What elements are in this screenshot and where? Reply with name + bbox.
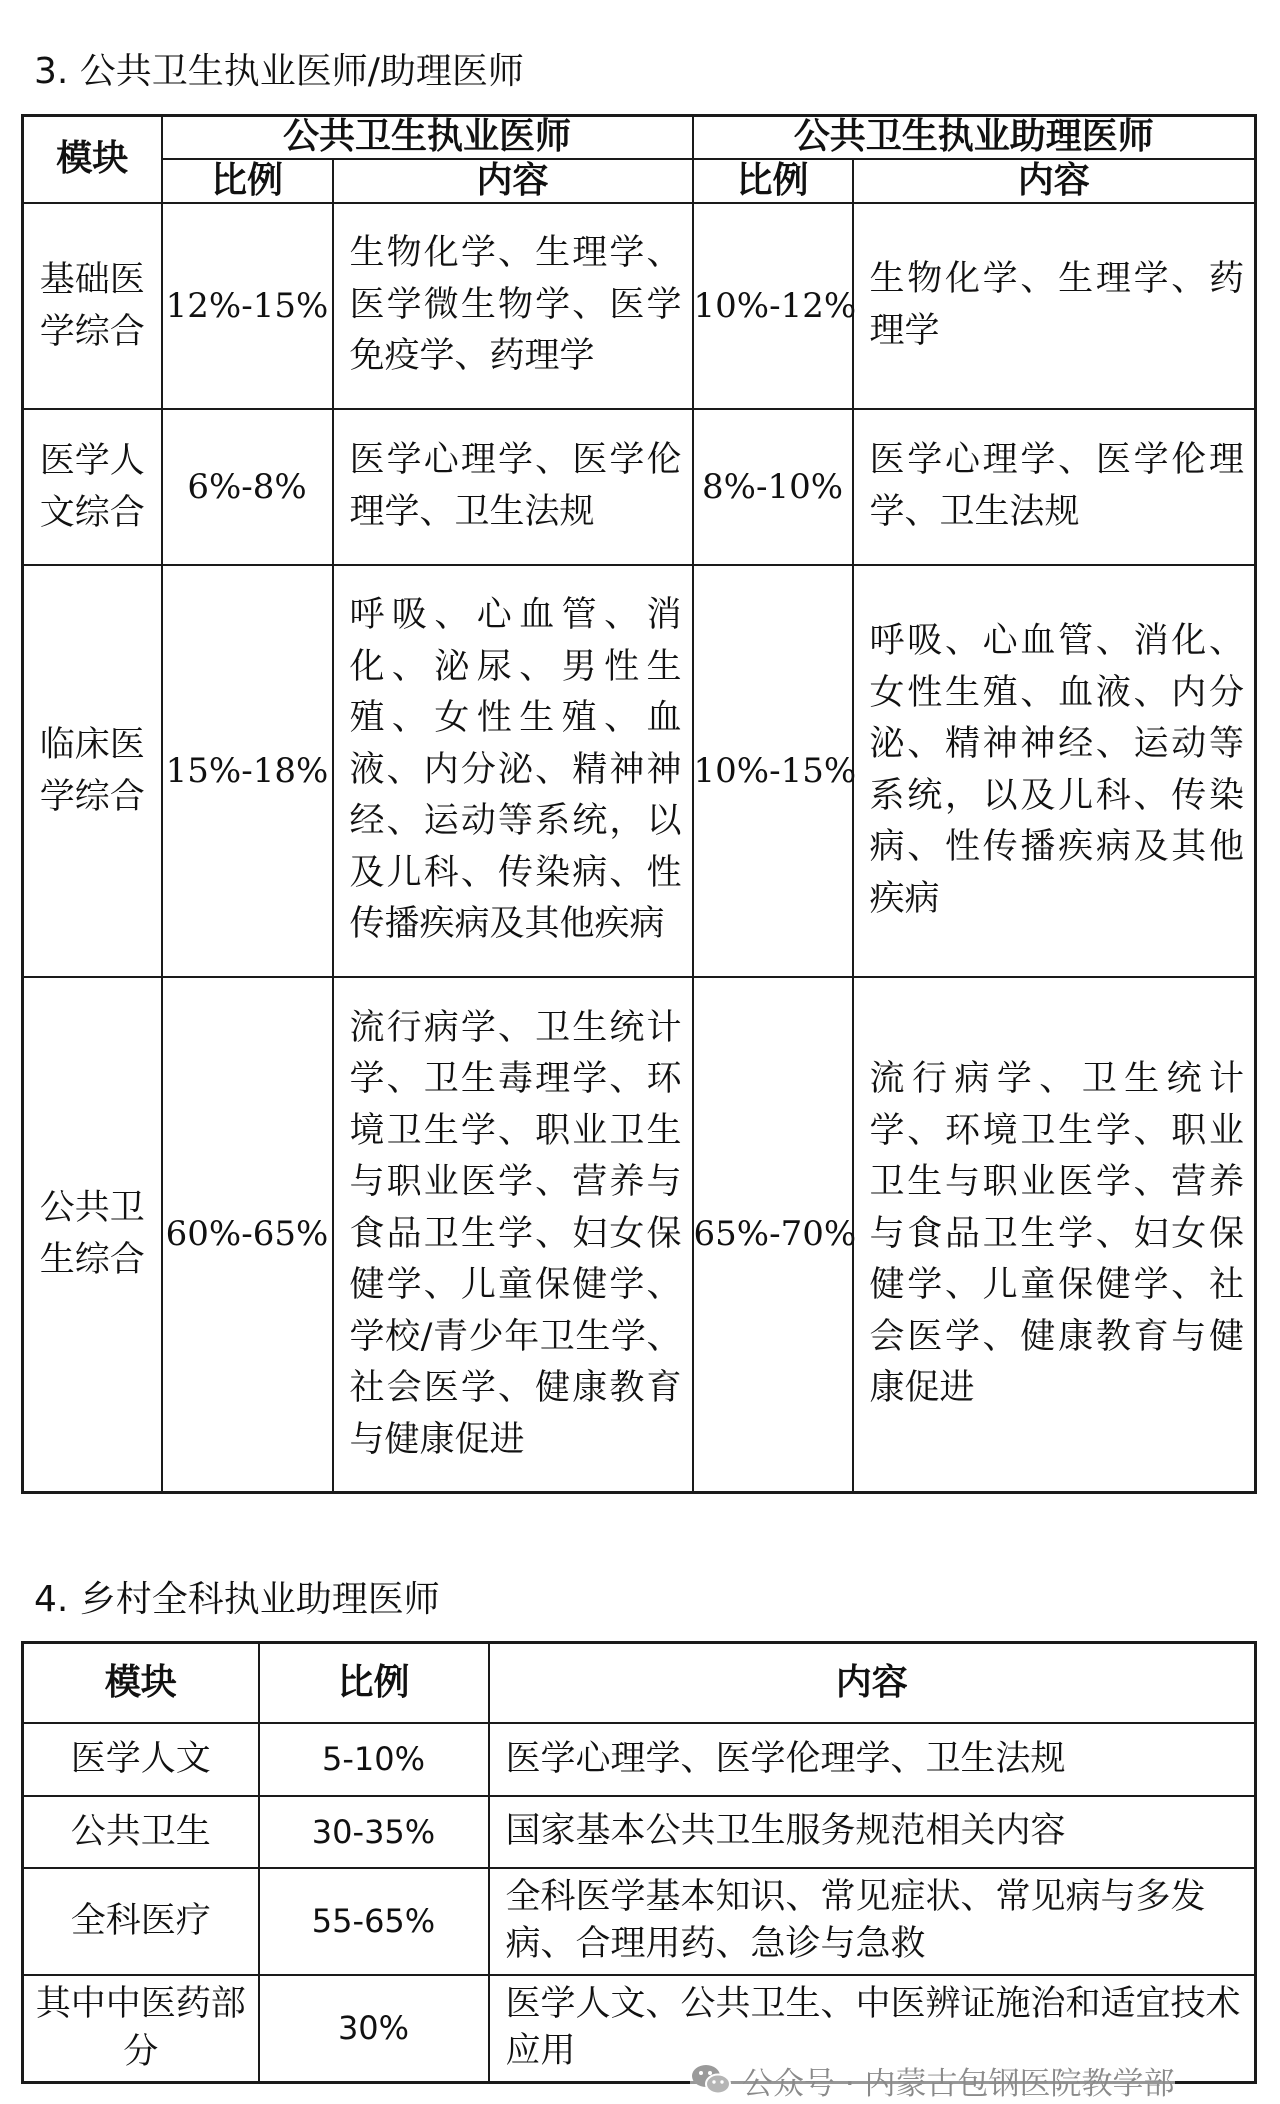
content-b-cell: 医学心理学、医学伦理学、卫生法规 <box>853 409 1256 565</box>
group-a-header: 公共卫生执业医师 <box>162 116 693 159</box>
module-cell: 公共卫生综合 <box>23 977 162 1493</box>
module-cell: 公共卫生 <box>23 1796 259 1868</box>
content-cell: 国家基本公共卫生服务规范相关内容 <box>489 1796 1256 1868</box>
module-cell: 全科医疗 <box>23 1868 259 1975</box>
ratio-cell: 30% <box>259 1975 489 2083</box>
content-header: 内容 <box>489 1643 1256 1723</box>
ratio-a-cell: 6%-8% <box>162 409 333 565</box>
module-cell: 临床医学综合 <box>23 565 162 977</box>
section-3-heading: 3. 公共卫生执业医师/助理医师 <box>34 51 524 92</box>
table-header-row <box>23 116 1256 159</box>
content-cell: 全科医学基本知识、常见症状、常见病与多发病、合理用药、急诊与急救 <box>489 1868 1256 1975</box>
rural-general-exam-table <box>21 1641 1257 2084</box>
content-cell: 医学心理学、医学伦理学、卫生法规 <box>489 1723 1256 1796</box>
table-header-row <box>23 1643 1256 1723</box>
content-a-cell: 流行病学、卫生统计学、卫生毒理学、环境卫生学、职业卫生与职业医学、营养与食品卫生学、妇女保健学、儿童保健学、学校/青少年卫生学、社会医学、健康教育与健康促进 <box>333 977 693 1493</box>
public-health-exam-table <box>21 114 1257 1494</box>
module-cell: 基础医学综合 <box>23 203 162 409</box>
ratio-header: 比例 <box>259 1643 489 1723</box>
table-row <box>23 565 1256 977</box>
module-header: 模块 <box>23 1643 259 1723</box>
content-b-cell: 生物化学、生理学、药理学 <box>853 203 1256 409</box>
content-cell: 医学人文、公共卫生、中医辨证施治和适宜技术应用 <box>489 1975 1256 2083</box>
watermark-text: 公众号 · 内蒙古包钢医院教学部 <box>742 2065 1175 2102</box>
ratio-a-cell: 15%-18% <box>162 565 333 977</box>
content-a-cell: 生物化学、生理学、医学微生物学、医学免疫学、药理学 <box>333 203 693 409</box>
section-4-heading: 4. 乡村全科执业助理医师 <box>34 1579 440 1620</box>
group-b-header: 公共卫生执业助理医师 <box>693 116 1256 159</box>
ratio-b-header: 比例 <box>693 159 853 203</box>
wechat-icon <box>690 2062 732 2098</box>
table-row <box>23 203 1256 409</box>
ratio-a-header: 比例 <box>162 159 333 203</box>
ratio-b-cell: 10%-15% <box>693 565 853 977</box>
content-a-cell: 医学心理学、医学伦理学、卫生法规 <box>333 409 693 565</box>
ratio-cell: 30-35% <box>259 1796 489 1868</box>
table-row <box>23 1868 1256 1975</box>
ratio-a-cell: 60%-65% <box>162 977 333 1493</box>
module-cell: 医学人文 <box>23 1723 259 1796</box>
ratio-b-cell: 10%-12% <box>693 203 853 409</box>
table-row <box>23 1796 1256 1868</box>
watermark <box>690 2058 1175 2102</box>
table-row <box>23 409 1256 565</box>
table-row <box>23 1723 1256 1796</box>
ratio-cell: 55-65% <box>259 1868 489 1975</box>
ratio-b-cell: 8%-10% <box>693 409 853 565</box>
ratio-cell: 5-10% <box>259 1723 489 1796</box>
module-cell: 其中中医药部分 <box>23 1975 259 2083</box>
module-header: 模块 <box>23 116 162 203</box>
content-a-header: 内容 <box>333 159 693 203</box>
module-cell: 医学人文综合 <box>23 409 162 565</box>
ratio-b-cell: 65%-70% <box>693 977 853 1493</box>
content-b-header: 内容 <box>853 159 1256 203</box>
content-b-cell: 流行病学、卫生统计学、环境卫生学、职业卫生与职业医学、营养与食品卫生学、妇女保健学、儿童保健学、社会医学、健康教育与健康促进 <box>853 977 1256 1493</box>
table-subheader-row <box>23 159 1256 203</box>
content-a-cell: 呼吸、心血管、消化、泌尿、男性生殖、女性生殖、血液、内分泌、精神神经、运动等系统，以及儿科、传染病、性传播疾病及其他疾病 <box>333 565 693 977</box>
ratio-a-cell: 12%-15% <box>162 203 333 409</box>
content-b-cell: 呼吸、心血管、消化、女性生殖、血液、内分泌、精神神经、运动等系统，以及儿科、传染病、性传播疾病及其他疾病 <box>853 565 1256 977</box>
table-row <box>23 977 1256 1493</box>
